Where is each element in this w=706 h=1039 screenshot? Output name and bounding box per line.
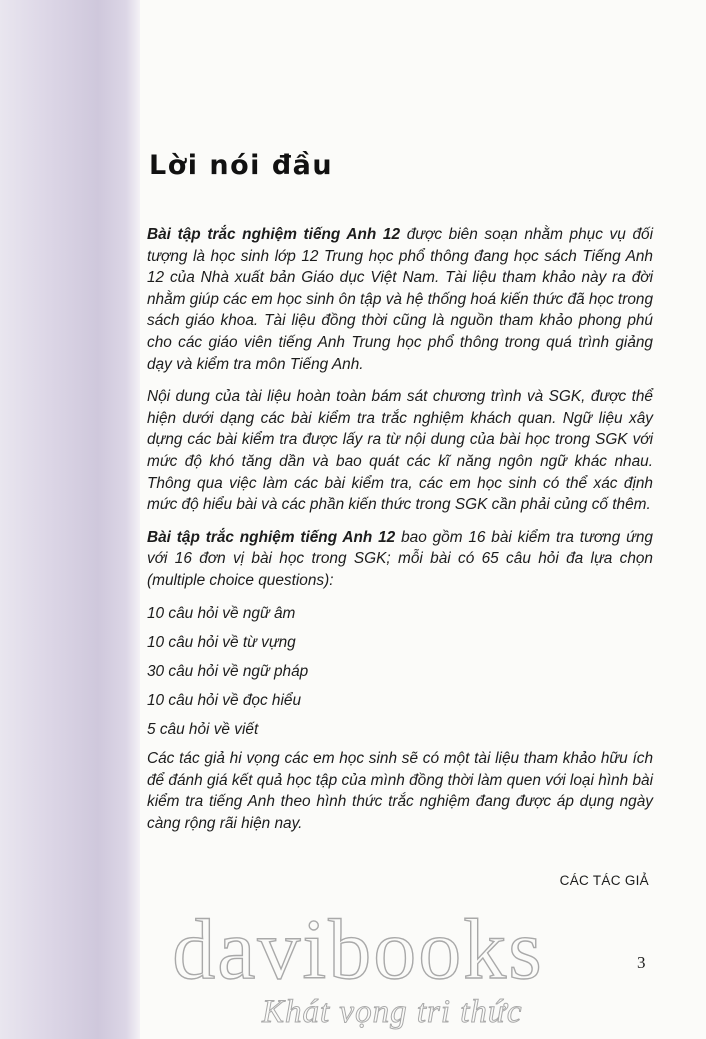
document-page	[147, 0, 657, 1039]
watermark-brand: davibooks	[172, 901, 544, 997]
paragraph-2: Nội dung của tài liệu hoàn toàn bám sát chương trình và SGK, được thể hiện dưới dạng các bài kiểm tra trắc nghiệm khách quan. Ngữ liệu xây dựng các bài kiểm tra được lấy ra từ nội dung của bài học trong SGK với mức độ khó tăng dần và bao quát các kĩ năng ngôn ngữ khác nhau. Thông qua việc làm các bài kiểm tra, các em học sinh có thể xác định mức độ hiểu bài và các phần kiến thức trong SGK cần phải củng cố thêm.	[147, 388, 653, 514]
paragraph-3: Bài tập trắc nghiệm tiếng Anh 12 bao gồm 16 bài kiểm tra tương ứng với 16 đơn vị bài học trong SGK; mỗi bài có 65 câu hỏi đa lựa chọn (multiple choice questions):	[147, 528, 653, 589]
author-signature: CÁC TÁC GIẢ	[559, 873, 649, 888]
list-item: 5 câu hỏi về viết	[147, 720, 259, 738]
book-title-emphasis: Bài tập trắc nghiệm tiếng Anh 12	[147, 226, 401, 243]
list-item: 10 câu hỏi về đọc hiểu	[147, 691, 302, 709]
paragraph-4: Các tác giả hi vọng các em học sinh sẽ có một tài liệu tham khảo hữu ích để đánh giá kết quả học tập của mình đồng thời làm quen với loại hình bài kiểm tra tiếng Anh theo hình thức trắc nghiệm đang được áp dụng ngày càng rộng rãi hiện nay.	[147, 749, 653, 832]
list-item: 10 câu hỏi về ngữ âm	[147, 604, 296, 622]
book-title-emphasis: Bài tập trắc nghiệm tiếng Anh 12	[147, 528, 396, 546]
page-margin-band	[0, 0, 140, 1039]
list-item: 30 câu hỏi về ngữ pháp	[147, 662, 309, 680]
page-number: 3	[637, 953, 646, 972]
watermark-slogan: Khát vọng tri thức	[262, 994, 523, 1030]
page-title: Lời nói đầu	[149, 150, 334, 181]
preface-body	[147, 224, 653, 845]
list-item: 10 câu hỏi về từ vựng	[147, 633, 296, 651]
paragraph-1: Bài tập trắc nghiệm tiếng Anh 12 được biên soạn nhằm phục vụ đối tượng là học sinh lớp 12 Trung học phổ thông đang học sách Tiếng Anh 12 của Nhà xuất bản Giáo dục Việt Nam. Tài liệu tham khảo này ra đời nhằm giúp các em học sinh ôn tập và hệ thống hoá kiến thức đã học trong sách giáo khoa. Tài liệu đồng thời cũng là nguồn tham khảo phong phú cho các giáo viên tiếng Anh Trung học phổ thông trong quá trình giảng dạy và kiểm tra môn Tiếng Anh.	[147, 226, 654, 373]
